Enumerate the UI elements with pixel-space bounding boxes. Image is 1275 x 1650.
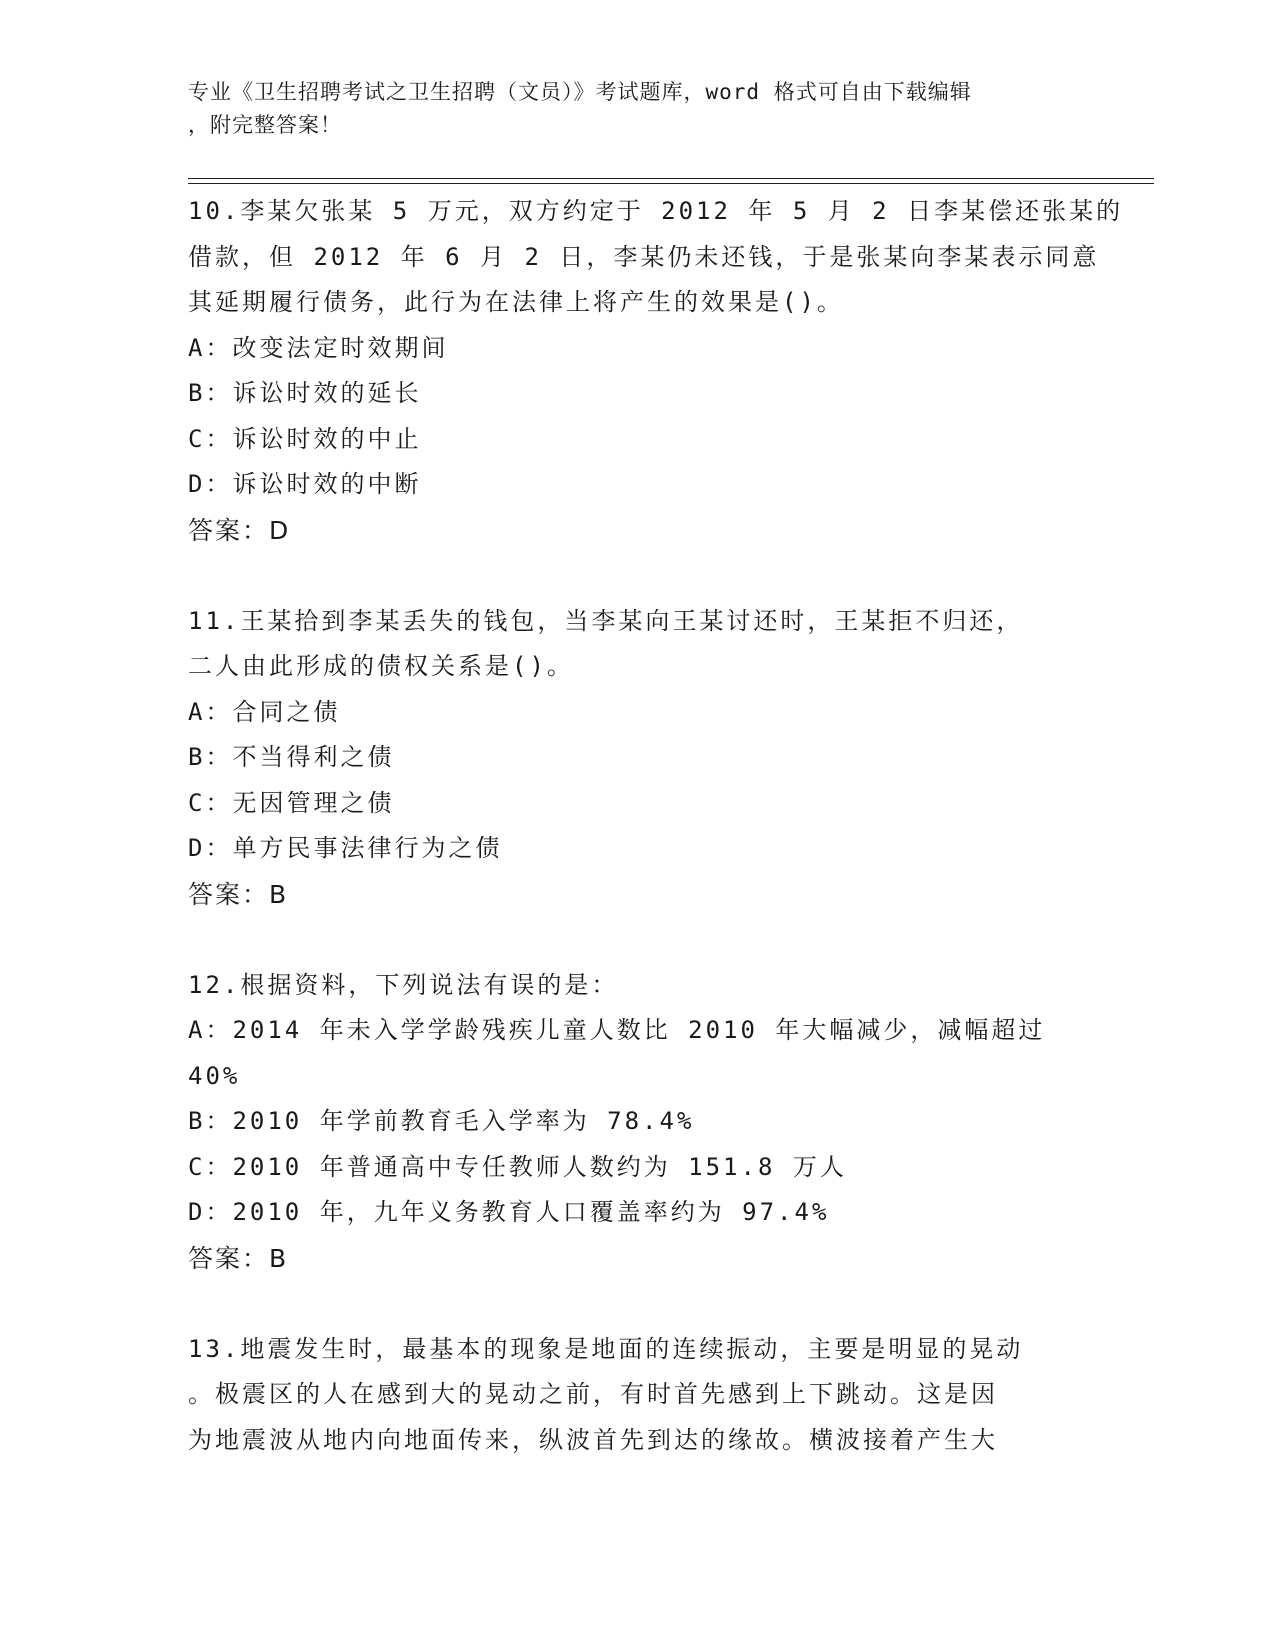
question-spacer: [188, 1281, 1088, 1327]
document-header: [188, 76, 1068, 142]
option-line: B：诉讼时效的延长: [188, 379, 422, 407]
question-stem-line: 为地震波从地内向地面传来，纵波首先到达的缘故。横波接着产生大: [188, 1425, 998, 1454]
question-stem-line: 。极震区的人在感到大的晃动之前，有时首先感到上下跳动。这是因: [188, 1380, 998, 1408]
question-stem-line: 12.根据资料，下列说法有误的是：: [188, 970, 619, 999]
option-line: A：合同之债: [188, 697, 341, 726]
option-line: D：诉讼时效的中断: [188, 470, 422, 498]
question-stem-line: 10.李某欠张某 5 万元，双方约定于 2012 年 5 月 2 日李某偿还张某的: [188, 197, 1124, 225]
option-line: 40%: [188, 1061, 241, 1090]
option-line: B：不当得利之债: [188, 743, 395, 771]
answer-line: 答案：B: [188, 1243, 289, 1273]
question-stem-line: 其延期履行债务，此行为在法律上将产生的效果是()。: [188, 288, 844, 316]
option-line: C：诉讼时效的中止: [188, 424, 422, 453]
answer-line: 答案：B: [188, 879, 289, 909]
header-divider-top: [188, 178, 1154, 179]
option-line: D：2010 年，九年义务教育人口覆盖率约为 97.4%: [188, 1198, 830, 1226]
question-list: [188, 189, 1124, 1463]
question-spacer: [188, 553, 1088, 599]
header-divider-bottom: [188, 183, 1154, 184]
question-stem-line: 11.王某拾到李某丢失的钱包，当李某向王某讨还时，王某拒不归还，: [188, 606, 1024, 635]
question-stem-line: 借款，但 2012 年 6 月 2 日，李某仍未还钱，于是张某向李某表示同意: [188, 242, 1100, 271]
question-stem-line: 13.地震发生时，最基本的现象是地面的连续振动，主要是明显的晃动: [188, 1334, 1024, 1363]
header-line-1: 专业《卫生招聘考试之卫生招聘（文员）》考试题库，word 格式可自由下载编辑: [188, 80, 972, 104]
option-line: D：单方民事法律行为之债: [188, 834, 503, 862]
question-stem-line: 二人由此形成的债权关系是()。: [188, 652, 574, 680]
answer-line: 答案：D: [188, 515, 291, 545]
question-spacer: [188, 917, 1088, 963]
option-line: C：无因管理之债: [188, 788, 395, 817]
option-line: A：改变法定时效期间: [188, 333, 449, 362]
question-block: [188, 963, 1088, 1327]
question-block: [188, 189, 1124, 599]
option-line: B：2010 年学前教育毛入学率为 78.4%: [188, 1107, 695, 1135]
header-line-2: ，附完整答案！: [188, 113, 342, 137]
option-line: A：2014 年未入学学龄残疾儿童人数比 2010 年大幅减少，减幅超过: [188, 1016, 1046, 1044]
option-line: C：2010 年普通高中专任教师人数约为 151.8 万人: [188, 1152, 847, 1181]
question-block: [188, 599, 1088, 963]
question-block: [188, 1327, 1088, 1464]
